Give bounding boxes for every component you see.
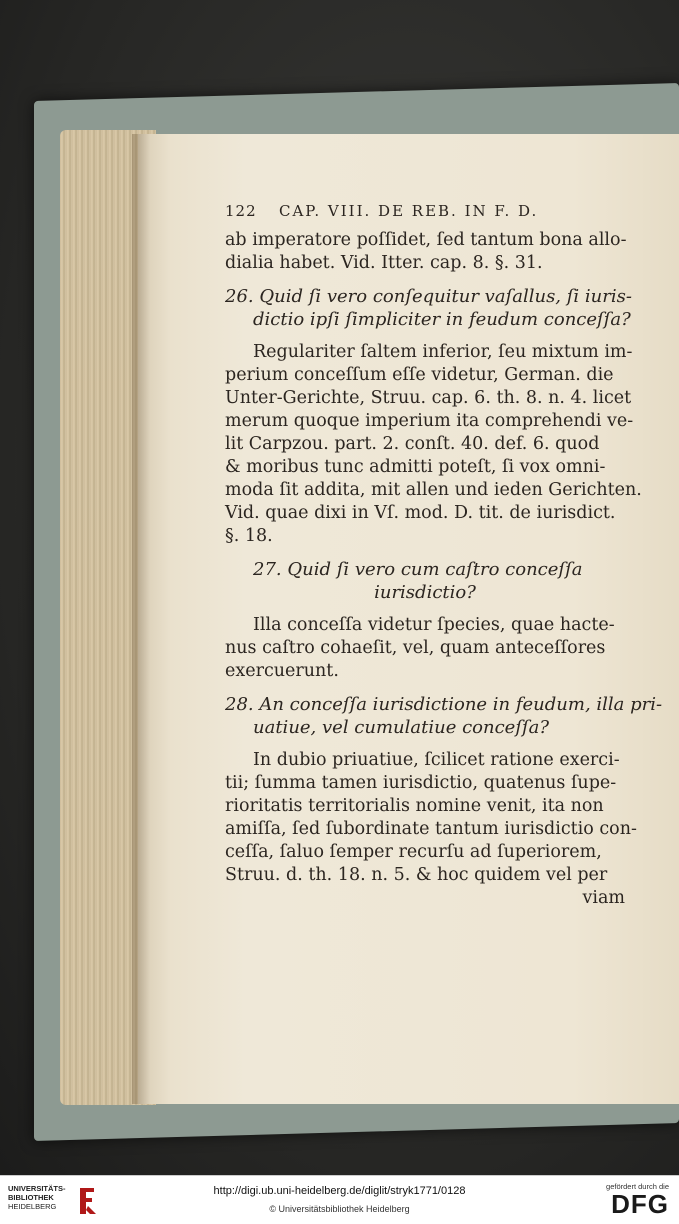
text-line: & moribus tunc admitti poteſt, ſi vox omni- xyxy=(225,457,606,477)
dfg-logo[interactable] xyxy=(606,1182,669,1217)
question-28 xyxy=(225,693,663,739)
text-line: exercuerunt. xyxy=(225,661,339,681)
text-line: merum quoque imperium ita comprehendi ve- xyxy=(225,411,634,431)
dfg-wordmark: DFG xyxy=(611,1189,669,1219)
text-line: rioritatis territorialis nomine venit, ita non xyxy=(225,796,604,816)
text-line: §. 18. xyxy=(225,526,273,546)
running-head xyxy=(225,200,625,223)
funded-by-label: gefördert durch die xyxy=(606,1182,669,1191)
text-line: tii; ſumma tamen iurisdictio, quatenus ſupe- xyxy=(225,773,617,793)
text-line: ceſſa, ſaluo ſemper recurſu ad ſuperiorem, xyxy=(225,842,602,862)
catchword: viam xyxy=(582,888,625,908)
question-26 xyxy=(225,285,632,331)
library-name-line: HEIDELBERG xyxy=(8,1202,57,1211)
page-text xyxy=(225,200,663,910)
text-line: perium conceſſum eſſe videtur, German. die xyxy=(225,365,614,385)
text-line: Unter-Gerichte, Struu. cap. 6. th. 8. n. 4. licet xyxy=(225,388,632,408)
question-line: 27. Quid ſi vero cum caſtro conceſſa xyxy=(253,559,583,580)
text-line: amiſſa, ſed ſubordinate tantum iurisdictio con- xyxy=(225,819,637,839)
question-line: 28. An conceſſa iurisdictione in feudum, illa pri- xyxy=(225,694,663,715)
viewer-footer xyxy=(0,1175,679,1224)
text-line: Vid. quae dixi in Vſ. mod. D. tit. de iurisdict. xyxy=(225,503,616,523)
text-line: Struu. d. th. 18. n. 5. & hoc quidem vel per xyxy=(225,865,608,885)
paragraph-28 xyxy=(225,749,637,910)
question-line: dictio ipſi ſimpliciter in feudum conceſſa? xyxy=(253,309,631,330)
running-title: CAP. VIII. DE REB. IN F. D. xyxy=(279,202,539,220)
text-line: dialia habet. Vid. Itter. cap. 8. §. 31. xyxy=(225,253,543,273)
question-line: iurisdictio? xyxy=(374,582,476,603)
text-line: Illa conceſſa videtur ſpecies, quae hacte- xyxy=(253,615,615,635)
question-line: 26. Quid ſi vero conſequitur vaſallus, ſi iuris- xyxy=(225,286,632,307)
text-line: Regulariter ſaltem inferior, ſeu mixtum im- xyxy=(253,342,633,362)
copyright-notice: © Universitätsbibliothek Heidelberg xyxy=(269,1204,410,1214)
question-27 xyxy=(225,558,625,604)
text-line: lit Carpzou. part. 2. conſt. 40. def. 6. quod xyxy=(225,434,600,454)
text-line: In dubio priuatiue, ſcilicet ratione exerci- xyxy=(253,750,620,770)
text-line: moda ſit addita, mit allen und ieden Gerichten. xyxy=(225,480,642,500)
text-line: nus caſtro cohaeſit, vel, quam anteceſſores xyxy=(225,638,606,658)
paragraph-26 xyxy=(225,341,642,548)
paragraph-27 xyxy=(225,614,625,683)
page-number: 122 xyxy=(225,202,257,220)
text-line: ab imperatore poſſidet, ſed tantum bona allo- xyxy=(225,230,627,250)
question-line: uatiue, vel cumulatiue conceſſa? xyxy=(253,717,550,738)
library-name-line: UNIVERSITÄTS- xyxy=(8,1184,66,1193)
gutter-shadow xyxy=(132,134,150,1104)
library-name-line: BIBLIOTHEK xyxy=(8,1193,54,1202)
permalink-url[interactable]: http://digi.ub.uni-heidelberg.de/diglit/stryk1771/0128 xyxy=(213,1185,466,1197)
